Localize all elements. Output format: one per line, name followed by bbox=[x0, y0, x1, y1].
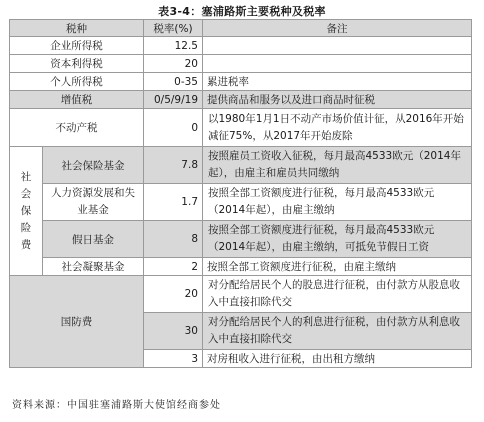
table-row bbox=[10, 258, 472, 276]
table-row bbox=[10, 184, 472, 221]
header-rate: 税率(%) bbox=[144, 20, 203, 37]
tax-note: 对房租收入进行征税，由出租方缴纳 bbox=[203, 350, 472, 368]
header-row bbox=[10, 20, 472, 37]
table-row bbox=[10, 109, 472, 147]
tax-name: 假日基金 bbox=[43, 221, 144, 258]
tax-rate: 2 bbox=[144, 258, 203, 276]
tax-note bbox=[203, 37, 472, 55]
tax-rate: 0 bbox=[144, 109, 203, 147]
tax-note: 对分配给居民个人的利息进行征税，由付款方从利息收入中直接扣除代交 bbox=[203, 313, 472, 350]
tax-name: 人力资源发展和失业基金 bbox=[43, 184, 144, 221]
tax-name: 社会凝聚基金 bbox=[43, 258, 144, 276]
tax-rate: 8 bbox=[144, 221, 203, 258]
table-title: 表3-4：塞浦路斯主要税种及税率 bbox=[158, 5, 326, 18]
tax-rate: 12.5 bbox=[144, 37, 203, 55]
tax-note: 按照雇员工资收入征税，每月最高4533欧元（2014年起），由雇主和雇员共同缴纳 bbox=[203, 147, 472, 184]
tax-rate: 3 bbox=[144, 350, 203, 368]
tax-name: 资本利得税 bbox=[10, 55, 144, 73]
table-row bbox=[10, 221, 472, 258]
tax-note bbox=[203, 55, 472, 73]
tax-rate: 1.7 bbox=[144, 184, 203, 221]
tax-note: 提供商品和服务以及进口商品时征税 bbox=[203, 91, 472, 109]
tax-note: 按照全部工资额度进行征税，每月最高4533欧元（2014年起），由雇主缴纳，可抵免节假日工资 bbox=[203, 221, 472, 258]
tax-name: 个人所得税 bbox=[10, 73, 144, 91]
tax-note: 以1980年1月1日不动产市场价值计征，从2016年开始减征75%，从2017年开始废除 bbox=[203, 109, 472, 147]
tax-rate: 20 bbox=[144, 55, 203, 73]
table-row bbox=[10, 55, 472, 73]
tax-table bbox=[9, 19, 472, 368]
tax-note: 按照全部工资额度进行征税，由雇主缴纳 bbox=[203, 258, 472, 276]
tax-note: 按照全部工资额度进行征税，每月最高4533欧元（2014年起），由雇主缴纳 bbox=[203, 184, 472, 221]
table-row bbox=[10, 147, 472, 184]
table-row bbox=[10, 91, 472, 109]
tax-name: 社会保险基金 bbox=[43, 147, 144, 184]
social-group-label: 社会保险费 bbox=[10, 147, 43, 276]
table-row bbox=[10, 276, 472, 313]
tax-rate: 20 bbox=[144, 276, 203, 313]
header-tax: 税种 bbox=[10, 20, 144, 37]
tax-name: 不动产税 bbox=[10, 109, 144, 147]
tax-rate: 0/5/9/19 bbox=[144, 91, 203, 109]
table-row bbox=[10, 73, 472, 91]
tax-rate: 0-35 bbox=[144, 73, 203, 91]
tax-rate: 30 bbox=[144, 313, 203, 350]
tax-name: 增值税 bbox=[10, 91, 144, 109]
tax-note: 累进税率 bbox=[203, 73, 472, 91]
tax-note: 对分配给居民个人的股息进行征税，由付款方从股息收入中直接扣除代交 bbox=[203, 276, 472, 313]
source-note: 资料来源：中国驻塞浦路斯大使馆经商参处 bbox=[12, 400, 221, 411]
header-note: 备注 bbox=[203, 20, 472, 37]
tax-rate: 7.8 bbox=[144, 147, 203, 184]
tax-name: 国防费 bbox=[10, 276, 144, 368]
table-row bbox=[10, 37, 472, 55]
tax-name: 企业所得税 bbox=[10, 37, 144, 55]
